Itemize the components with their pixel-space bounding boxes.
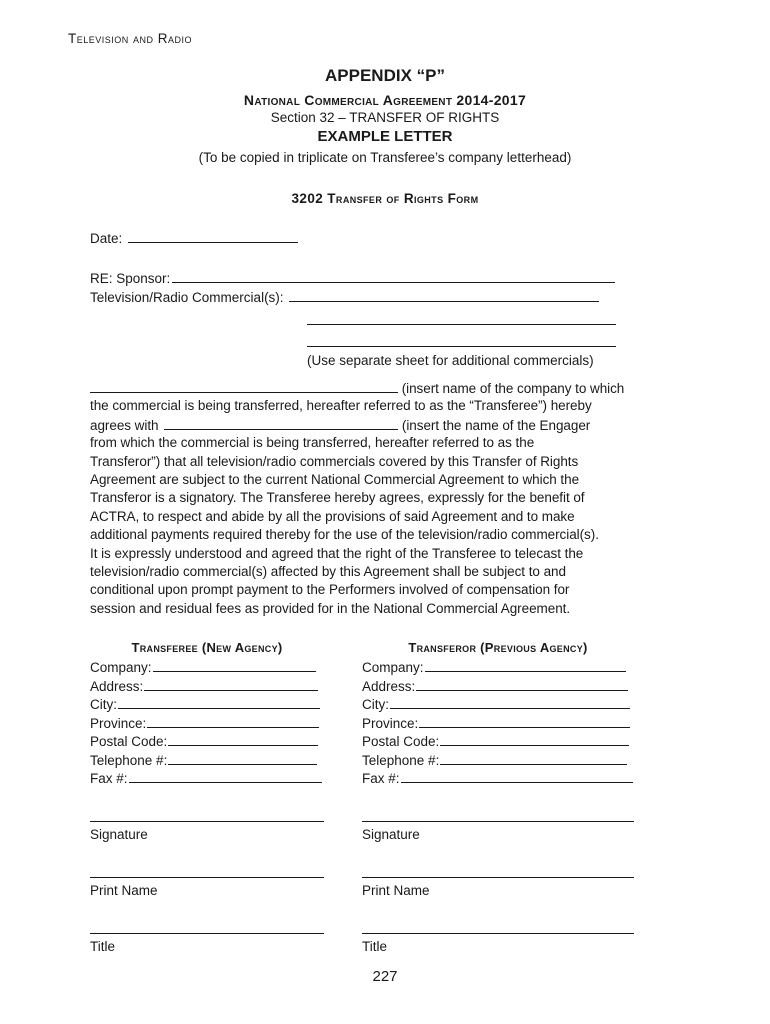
transferor-print-name-label: Print Name — [362, 883, 430, 898]
form-title: 3202 Transfer of Rights Form — [291, 191, 479, 206]
engager-name-field[interactable] — [164, 416, 398, 430]
transferee-print-name-line[interactable] — [90, 877, 324, 878]
transferor-print-name-line[interactable] — [362, 877, 634, 878]
copied-note: (To be copied in triplicate on Transferee’s company letterhead) — [198, 150, 572, 165]
transferor-postal-code-field[interactable]: Postal Code: — [362, 733, 629, 751]
commercials-field-2[interactable] — [307, 324, 616, 325]
body-line: Transferor is a signatory. The Transferee hereby agrees, expressly for the benefit of — [90, 490, 585, 506]
body-line: the commercial is being transferred, hereafter referred to as the “Transferee”) hereby — [90, 398, 592, 414]
transferor-province-field[interactable]: Province: — [362, 715, 630, 733]
body-line-1: (insert name of the company to which — [90, 379, 660, 397]
transferor-signature-label: Signature — [362, 827, 420, 842]
transferor-company-field[interactable]: Company: — [362, 659, 626, 677]
transferor-title-line[interactable] — [362, 933, 634, 934]
transferee-print-name-label: Print Name — [90, 883, 158, 898]
transferee-city-field[interactable]: City: — [90, 696, 320, 714]
running-head: Television and Radio — [68, 31, 193, 46]
section-subtitle: Section 32 – TRANSFER OF RIGHTS — [270, 110, 500, 125]
commercials-label: Television/Radio Commercial(s): — [90, 290, 284, 305]
transferee-signature-label: Signature — [90, 827, 148, 842]
body-line: from which the commercial is being transferred, hereafter referred to as the — [90, 435, 535, 451]
transferor-signature-line[interactable] — [362, 821, 634, 822]
commercials-line — [90, 288, 599, 305]
body-line: It is expressly understood and agreed that the right of the Transferee to telecast the — [90, 545, 584, 561]
sponsor-label: RE: Sponsor: — [90, 271, 171, 286]
appendix-title: APPENDIX “P” — [325, 66, 445, 85]
transferor-fax-field[interactable]: Fax #: — [362, 770, 633, 788]
example-letter-title: EXAMPLE LETTER — [317, 128, 453, 145]
sponsor-field[interactable] — [172, 269, 615, 283]
transferee-postal-code-field[interactable]: Postal Code: — [90, 733, 318, 751]
body-line: session and residual fees as provided for in the National Commercial Agreement. — [90, 600, 571, 616]
transferee-company-field[interactable]: Company: — [90, 659, 316, 677]
separate-sheet-note: (Use separate sheet for additional commercials) — [307, 353, 594, 368]
transferor-heading: Transferor (Previous Agency) — [408, 640, 588, 655]
transferor-title-label: Title — [362, 939, 388, 954]
transferee-province-field[interactable]: Province: — [90, 715, 319, 733]
transferee-name-field[interactable] — [90, 379, 398, 393]
date-label: Date: — [90, 231, 123, 246]
body-line-agrees: agrees with (insert the name of the Engager — [90, 417, 591, 433]
transferor-telephone-field[interactable]: Telephone #: — [362, 752, 627, 770]
body-line: ACTRA, to respect and abide by all the provisions of said Agreement and to make — [90, 508, 575, 524]
body-line: additional payments required thereby for the use of the television/radio commercial(s). — [90, 527, 599, 543]
transferee-address-field[interactable]: Address: — [90, 678, 318, 696]
transferor-city-field[interactable]: City: — [362, 696, 630, 714]
date-line — [90, 229, 298, 246]
body-paragraph — [90, 379, 660, 618]
transferee-telephone-field[interactable]: Telephone #: — [90, 752, 317, 770]
commercials-field-3[interactable] — [307, 346, 616, 347]
sponsor-line — [90, 269, 615, 286]
transferee-heading: Transferee (New Agency) — [131, 640, 283, 655]
agreement-title: National Commercial Agreement 2014-2017 — [243, 92, 527, 108]
body-line: Agreement are subject to the current National Commercial Agreement to which the — [90, 471, 580, 487]
body-line: television/radio commercial(s) affected by this Agreement shall be subject to and — [90, 563, 566, 579]
transferee-fax-field[interactable]: Fax #: — [90, 770, 322, 788]
body-line: conditional upon prompt payment to the Performers involved of compensation for — [90, 582, 570, 598]
transferee-signature-line[interactable] — [90, 821, 324, 822]
transferee-title-line[interactable] — [90, 933, 324, 934]
page-number: 227 — [372, 968, 398, 985]
transferor-address-field[interactable]: Address: — [362, 678, 628, 696]
body-line: Transferor”) that all television/radio commercials covered by this Transfer of Rights — [90, 453, 579, 469]
commercials-field-1[interactable] — [289, 288, 599, 302]
date-field[interactable] — [128, 229, 298, 243]
transferee-title-label: Title — [90, 939, 116, 954]
